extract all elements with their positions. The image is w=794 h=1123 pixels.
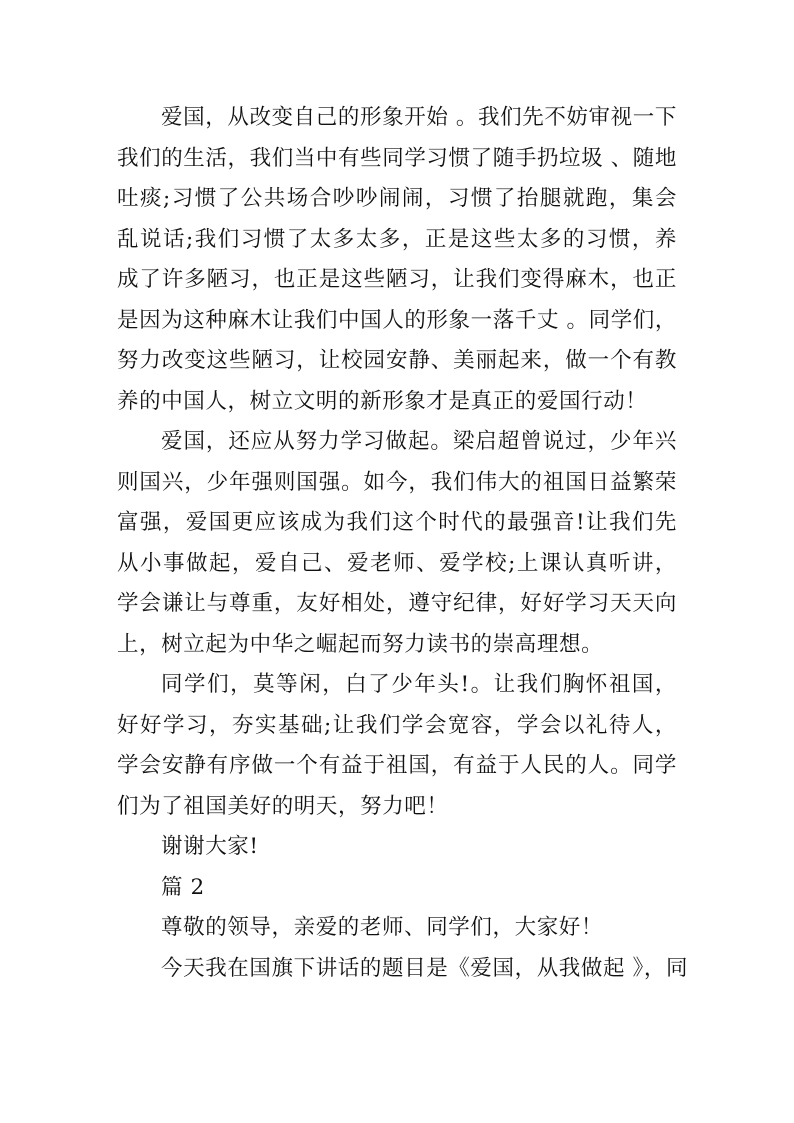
- thanks-line: 谢谢大家!: [161, 834, 259, 859]
- paragraph-study-patriotism: 爱国，还应从努力学习做起。梁启超曾说过，少年兴则国兴，少年强则国强。如今，我们伟大的祖国日益繁荣富强，爱国更应该成为我们这个时代的最强音!让我们先从小事做起，爱自己、爱老师、爱学校;上课认真听讲，学会谦让与尊重，友好相处，遵守纪律，好好学习天天向上，树立起为中华之崛起而努力读书的崇高理想。: [117, 429, 677, 657]
- paragraph-image-patriotism: 爱国，从改变自己的形象开始 。我们先不妨审视一下我们的生活，我们当中有些同学习惯了随手扔垃圾 、随地吐痰;习惯了公共场合吵吵闹闹，习惯了抬腿就跑，集会乱说话;我们习惯了太多太多，正是这些太多的习惯，养成了许多陋习，也正是这些陋习，让我们变得麻木，也正是因为这种麻木让我们中国人的形象一落千丈 。同学们，努力改变这些陋习，让校园安静、美丽起来，做一个有教养的中国人，树立文明的新形象才是真正的爱国行动！: [117, 105, 677, 414]
- paragraph-call-to-action: 同学们，莫等闲，白了少年头!。让我们胸怀祖国，好好学习，夯实基础;让我们学会宽容，学会以礼待人，学会安静有序做一个有益于祖国，有益于人民的人。同学们为了祖国美好的明天，努力吧！: [117, 672, 677, 819]
- speech-title-line: 今天我在国旗下讲话的题目是《爱国，从我做起 》，同: [161, 955, 689, 981]
- section-heading: 篇 2: [161, 874, 205, 900]
- greeting-line: 尊敬的领导，亲爱的老师、同学们，大家好！: [161, 915, 604, 940]
- document-page: [117, 98, 689, 989]
